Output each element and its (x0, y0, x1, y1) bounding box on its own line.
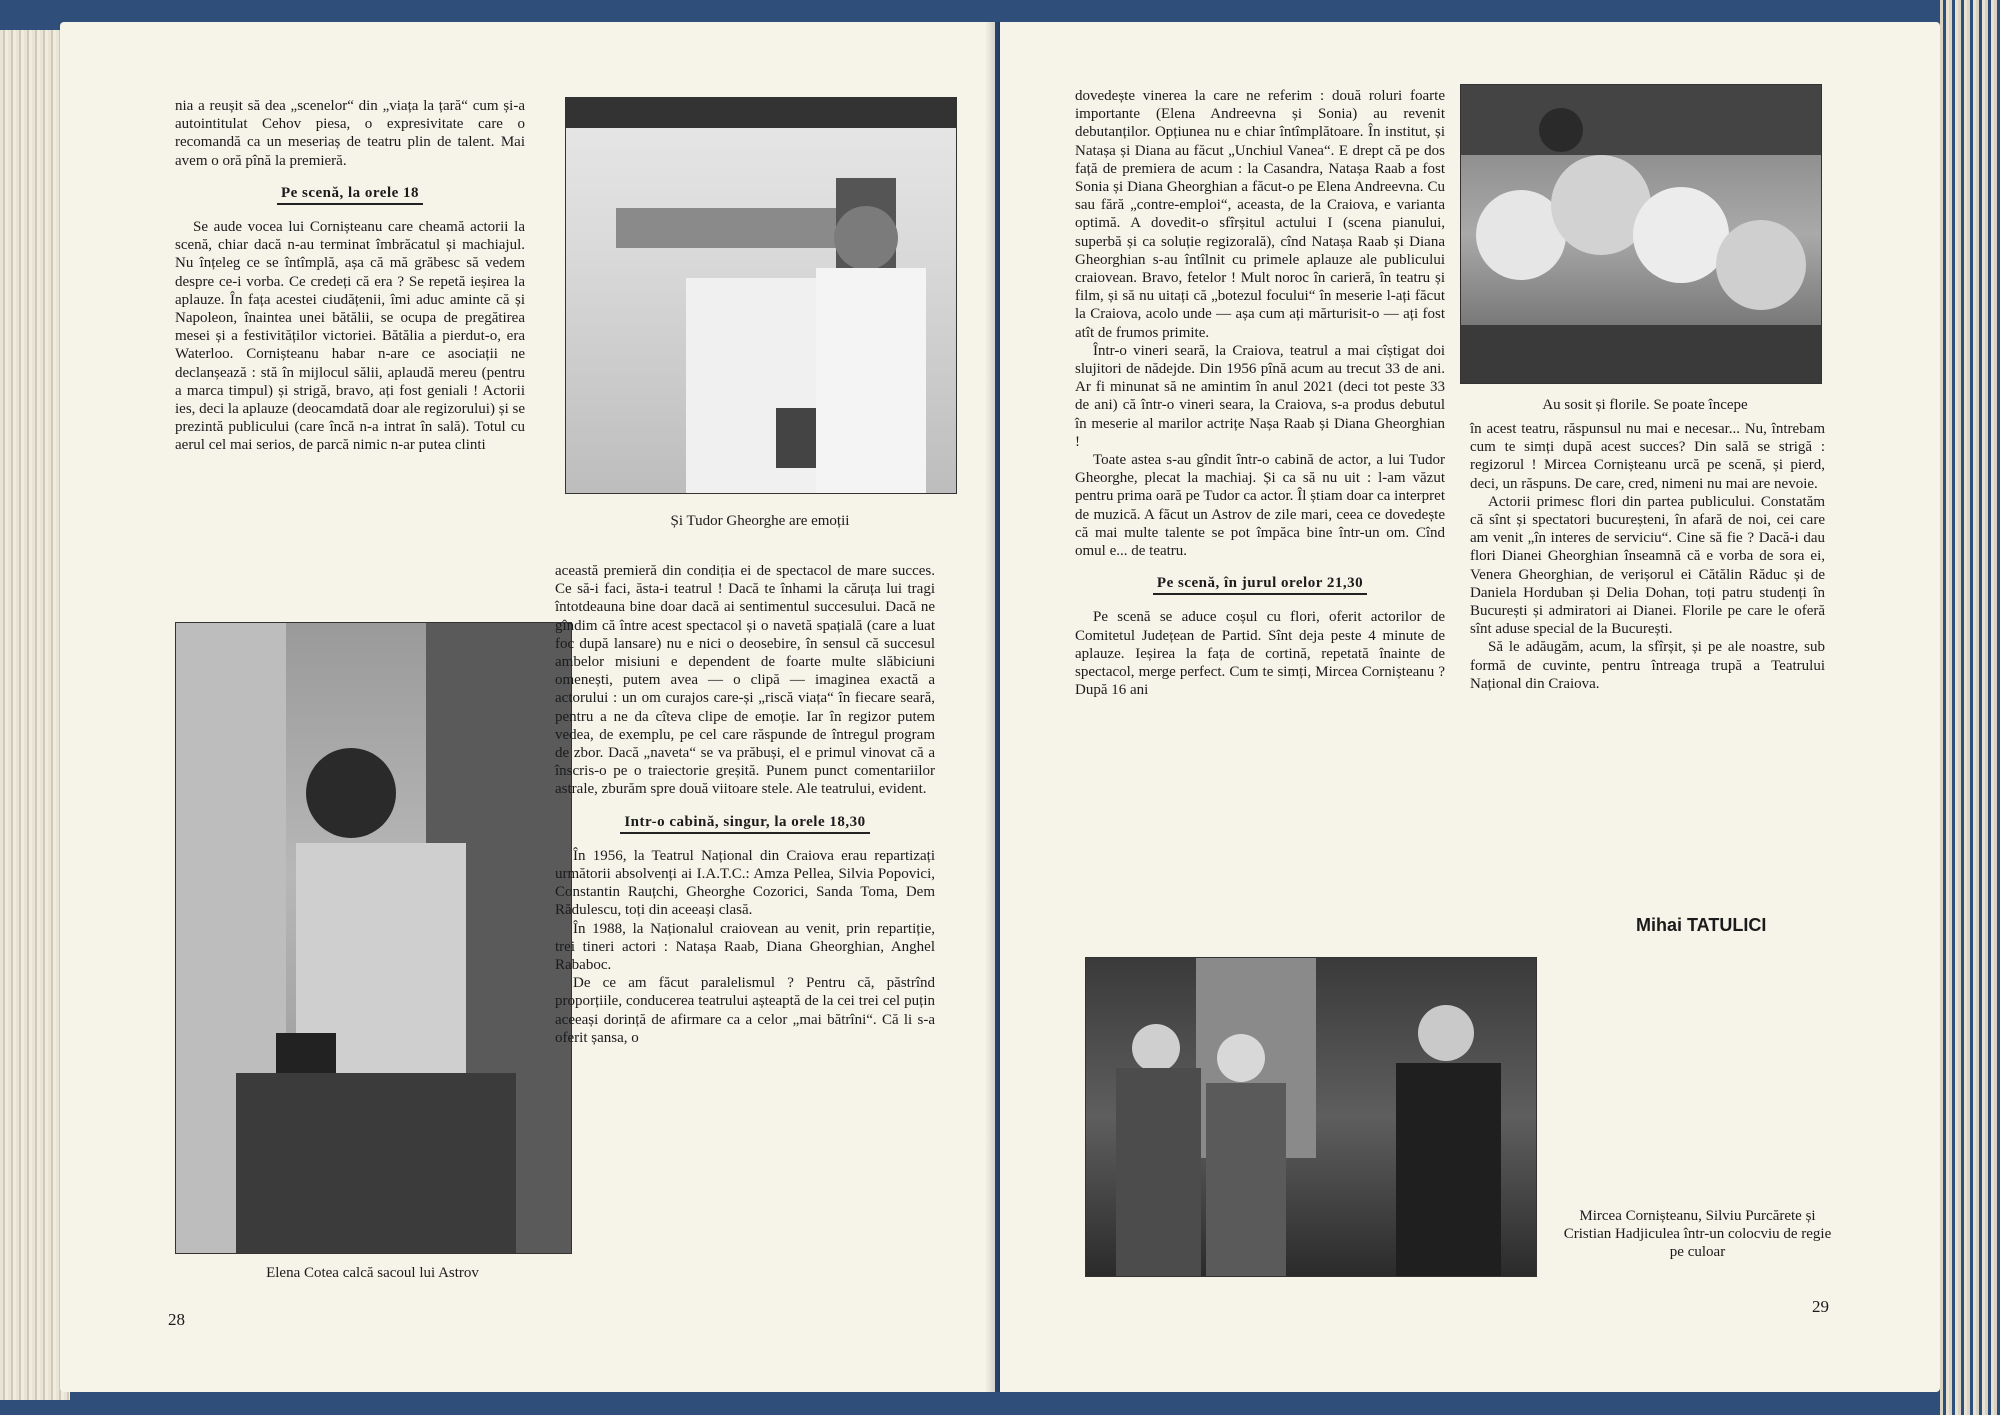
left-col1-paragraph: Se aude vocea lui Cornișteanu care cheamă actorii la scenă, chiar dacă n-au terminat îmbrăcatul și machiajul. Nu înțeleg ce se întîmplă, așa că mă grăbesc să vedem despre ce-i vorba. Ce credeți că era ? Se repetă ieșirea la aplauze. În fața acestei ciudățenii, îmi aduc aminte că și Napoleon, înaintea unei bătălii, se ocupa de pregătirea mesei și a festivităților victoriei. Bătălia a pierdut-o, era Waterloo. Cornișteanu habar n-are ce asociații ne declanșează : stă în mijlocul sălii, aplaudă mereu (pentru a marca timpul) și strigă, bravo, ați fost geniali ! Actorii ies, deci la aplauze (deocamdată doar ale regizorului) și se prezintă publicului (care încă n-a intrat în sală). Totul cu aerul cel mai serios, de parcă nimic n-ar putea clinti (175, 219, 525, 454)
left-page (60, 22, 995, 1392)
right-page-number: 29 (1812, 1297, 1829, 1316)
right-caption-photo-2: Mircea Cornișteanu, Silviu Purcărete și Cristian Hadjiculea într-un colocviu de regie pe culoar (1563, 1208, 1832, 1260)
left-column-1 (175, 97, 525, 455)
photo-corridor-colloquium (1085, 957, 1537, 1277)
right-col1-paragraph-4: Pe scenă se aduce coșul cu flori, oferit actorilor de Comitetul Județean de Partid. Sînt deja peste 4 minute de aplauze. Ieșirea la fața de cortină, repetată înainte de spectacol, merge perfect. Cum te simți, Mircea Cornișteanu ? După 16 ani (1075, 609, 1445, 699)
left-col2-paragraph-2: În 1956, la Teatrul Național din Craiova erau repartizați următorii absolvenți ai I.A.T.C.: Amza Pellea, Silvia Popovici, Constantin Rauțchi, Gheorghe Cozorici, Sanda Toma, Dem Rădulescu, toți din aceeași clasă. (555, 847, 935, 919)
left-caption-photo-1: Și Tudor Gheorghe are emoții (670, 513, 850, 529)
photo-elena-cotea-image (176, 623, 571, 1253)
right-column-2 (1470, 420, 1825, 693)
right-col2-paragraph-1: în acest teatru, răspunsul nu mai e necesar... Nu, întrebam cum te simți după acest succes? Din sală se strigă : regizorul ! Mircea Cornișteanu urcă pe scenă, și pierd, deci, un răspuns. De care, cred, nimeni nu mai are nevoie. (1470, 421, 1825, 492)
right-col1-paragraph-1: dovedește vinerea la care ne referim : două roluri foarte importante (Elena Andreevna și Sonia) au revenit debutanților. Opțiunea nu e chiar întîmplătoare. În institut, și Natașa și Diana au făcut „Unchiul Vanea“. E drept că pe dos față de premiera de acum : la Casandra, Natașa Raab a fost Sonia și Diana Gheorghian a făcut-o pe Elena Andreevna. Cu sau fără „contre-emploi“, aceasta, de la Craiova, e varianta optimă. A dovedit-o sfîrșitul actului I (scena pianului, superbă și ca soluție regizorală), cînd Natașa Raab și Diana Gheorghian s-au întîlnit cu primele aplauze ale publicului craiovean. Bravo, fetelor ! Mult noroc în carieră, în teatru și film, și să nu uitați că „botezul focului“ în meserie l-ați făcut la Craiova, acolo unde — așa cum ați mărturisit-o — ați fost atît de frumos primite. (1075, 88, 1445, 341)
left-heading-2: Intr-o cabină, singur, la orele 18,30 (555, 813, 935, 831)
photo-elena-cotea (175, 622, 572, 1254)
photo-corridor-colloquium-image (1086, 958, 1536, 1276)
left-heading-1: Pe scenă, la orele 18 (175, 184, 525, 202)
right-page (1000, 22, 1940, 1392)
photo-flowers (1460, 84, 1822, 384)
right-heading-1: Pe scenă, în jurul orelor 21,30 (1075, 574, 1445, 592)
left-col2-paragraph-3: În 1988, la Naționalul craiovean au venit, prin repartiție, trei tineri actori : Natașa Raab, Diana Gheorghian, Anghel Rababoc. (555, 920, 935, 974)
right-col2-paragraph-3: Să le adăugăm, acum, la sfîrșit, și pe ale noastre, sub formă de cuvinte, pentru întreaga trupă a Teatrului Național din Craiova. (1470, 639, 1825, 692)
right-column-1 (1075, 87, 1445, 700)
photo-tudor-gheorghe-image (566, 98, 956, 493)
right-caption-photo-1: Au sosit și florile. Se poate începe (1542, 397, 1748, 413)
right-col1-paragraph-2: Într-o vineri seară, la Craiova, teatrul a mai cîștigat doi slujitori de nădejde. Din 1956 pînă acum au trecut 33 de ani. Ar fi minunat să ne amintim în anul 2021 (deci tot peste 33 de ani) că într-o vineri seara, la Craiova, s-a produs debutul în meserie al marilor actrițe Nașa Raab și Diana Gheorghian ! (1075, 342, 1445, 450)
left-col2-paragraph-4: De ce am făcut paralelismul ? Pentru că, păstrînd proporțiile, conducerea teatrului așteaptă de la cei trei cel puțin aceeași dorință de afirmare ca a celor „mai bătrîni“. Că li s-a oferit șansa, o (555, 975, 935, 1046)
photo-tudor-gheorghe (565, 97, 957, 494)
left-col1-top-text: nia a reușit să dea „scenelor“ din „viața la țară“ cum și-a autointitulat Cehov piesa, o expresivitate care o recomandă ca un meseriaș de teatru plin de talent. Mai avem o oră pînă la premieră. (175, 98, 525, 169)
book-edge-right (1940, 0, 2000, 1415)
author-signature: Mihai TATULICI (1636, 915, 1767, 935)
photo-flowers-image (1461, 85, 1821, 383)
left-column-2 (555, 562, 935, 1047)
left-caption-photo-2: Elena Cotea calcă sacoul lui Astrov (266, 1265, 479, 1281)
right-col2-paragraph-2: Actorii primesc flori din partea publicului. Constatăm că sînt și spectatori bucureșteni, în afară de noi, cei care am venit „în interes de serviciu“. Cine să fie ? Dacă-i dau flori Dianei Gheorghian înseamnă că e vorba de sora ei, Venera Gheorghian, de verișorul ei Cătălin Răduc și de Daniela Horduban și Delia Dohan, toți patru studenți în București și admiratori ai Dianei. Florile pe care le oferă sînt aduse special de la București. (1470, 493, 1825, 638)
left-col2-paragraph-1: această premieră din condiția ei de spectacol de mare succes. Ce să-i faci, ăsta-i teatrul ! Dacă te înhami la căruța lui tragi întotdeauna bine doar dacă ai sentimentul succesului. Dacă ne gîndim că între acest spectacol și o navetă spațială (care a luat foc după lansare) nu e nici o deosebire, în sensul că succesul ambelor misiuni e dependent de foarte multe slăbiciuni omenești, putem avea — o clipă — imaginea exactă a actorului : un om curajos care-și „riscă viața“ în fiecare seară, pentru a ne da cîteva clipe de emoție. Iar în regizor putem vedea, de exemplu, pe cel care răspunde de întregul program de zbor. Dacă „naveta“ se va prăbuși, el e primul vinovat că a înscris-o pe o traiectorie greșită. Punem punct comentariilor astrale, zburăm spre două viitoare stele. Ale teatrului, evident. (555, 563, 935, 798)
left-page-number: 28 (168, 1310, 185, 1329)
right-col1-paragraph-3: Toate astea s-au gîndit într-o cabină de actor, a lui Tudor Gheorghe, plecat la machiaj. Și ca să nu uit : l-am văzut pentru prima oară pe Tudor ca actor. Îl știam doar ca interpret de muzică. A făcut un Astrov de zile mari, ceea ce dovedește că mai multe talente se pot împăca bine într-un om. Cînd omul e... de teatru. (1075, 452, 1445, 560)
